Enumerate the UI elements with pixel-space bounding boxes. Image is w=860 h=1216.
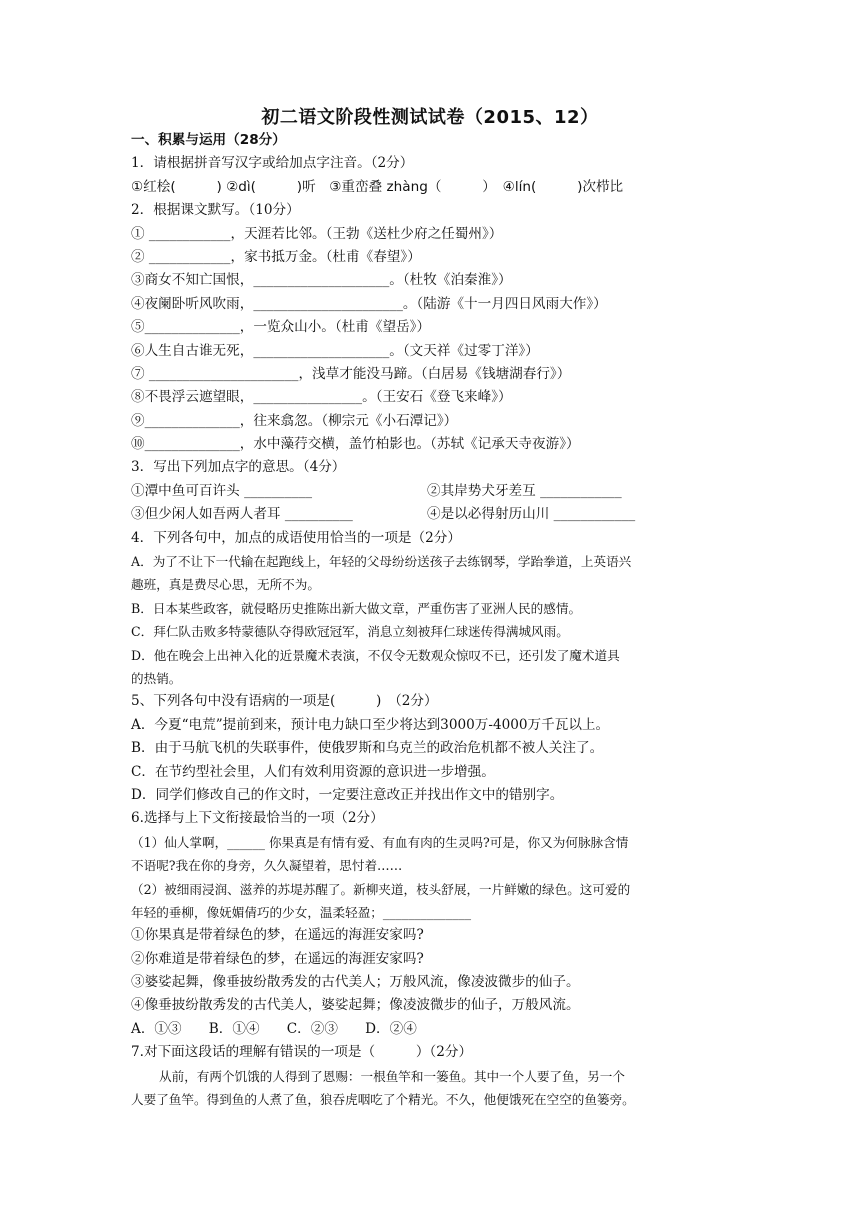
recite-line: ⑧不畏浮云遮望眼，________________。（王安石《登飞来峰》） [131, 389, 512, 406]
question-6-option: ②你难道是带着绿色的梦，在遥远的海涯安家吗? [131, 950, 424, 967]
question-4-option: D．他在晚会上出神入化的近景魔术表演，不仅令无数观众惊叹不已，还引发了魔术道具 [131, 647, 620, 663]
recite-line: ① ____________，天涯若比邻。（王勃《送杜少府之任蜀州》） [131, 225, 503, 242]
question-7-passage: 人要了鱼竿。得到鱼的人煮了鱼，狼吞虎咽吃了个精光。不久，他便饿死在空空的鱼篓旁。 [131, 1092, 635, 1108]
recite-line: ⑥人生自古谁无死，____________________。（文天祥《过零丁洋》） [131, 342, 539, 359]
exam-content [131, 129, 729, 1111]
recite-line: ③商女不知亡国恨，____________________。（杜牧《泊秦淮》） [131, 272, 512, 289]
recite-line: ④夜阑卧听风吹雨，______________________。（陆游《十一月四日风雨大作》） [131, 295, 607, 312]
recite-line: ② ____________，家书抵万金。（杜甫《春望》） [131, 248, 421, 265]
section-heading: 一、积累与运用（28分） [131, 132, 286, 148]
question-3-item: ③但少闲人如吾两人者耳 __________ [131, 506, 353, 523]
question-3-row [131, 503, 729, 526]
recite-line: ⑤______________，一览众山小。（杜甫《望岳》） [131, 319, 431, 336]
question-5-stem: 5、下列各句中没有语病的一项是( ) （2分） [131, 693, 438, 710]
question-3-stem: 3．写出下列加点字的意思。（4分） [131, 459, 346, 476]
question-6-line: 不语呢?我在你的身旁，久久凝望着，思忖着…… [131, 858, 403, 874]
question-3-row [131, 480, 729, 503]
question-4-option: 的热销。 [131, 670, 182, 686]
question-6-line: （1）仙人掌啊，______ 你果真是有情有爱、有血有肉的生灵吗?可是，你又为何脉脉含情 [131, 834, 629, 850]
question-6-option: ④像垂披纷散秀发的古代美人，婆娑起舞；像凌波微步的仙子，万般风流。 [131, 997, 580, 1014]
question-6-line: 年轻的垂柳，像妩媚倩巧的少女，温柔轻盈；______________ [131, 904, 472, 920]
question-5-option: C．在节约型社会里，人们有效利用资源的意识进一步增强。 [131, 763, 495, 780]
question-1-items: ①红桧( ) ②dì( )听 ③重峦叠 zhàng（ ） ④lín( )次栉比 [131, 178, 624, 195]
question-6-choices: A．①③ B．①④ C．②③ D．②④ [131, 1020, 417, 1037]
question-7-passage: 从前，有两个饥饿的人得到了恩赐：一根鱼竿和一篓鱼。其中一个人要了鱼，另一个 [159, 1068, 625, 1084]
question-3-item: ④是以必得射历山川 ____________ [427, 506, 636, 523]
question-6-line: （2）被细雨浸润、滋养的苏堤苏醒了。新柳夹道，枝头舒展，一片鲜嫩的绿色。这可爱的 [131, 881, 631, 897]
question-4-option: B．日本某些政客，就侵略历史推陈出新大做文章，严重伤害了亚洲人民的感情。 [131, 600, 582, 616]
question-2-stem: 2．根据课文默写。（10分） [131, 202, 300, 219]
question-4-stem: 4．下列各句中，加点的成语使用恰当的一项是（2分） [131, 529, 461, 546]
question-4-option: 趣班，真是费尽心思，无所不为。 [131, 577, 320, 593]
question-4-option: A．为了不让下一代输在起跑线上，年轻的父母纷纷送孩子去练钢琴，学跆拳道，上英语兴 [131, 554, 632, 570]
question-3-item: ②其岸势犬牙差互 ____________ [427, 482, 622, 499]
page-title: 初二语文阶段性测试试卷（2015、12） [261, 107, 599, 128]
question-4-option: C．拜仁队击败多特蒙德队夺得欧冠冠军，消息立刻被拜仁球迷传得满城风雨。 [131, 624, 569, 640]
question-1-stem: 1．请根据拼音写汉字或给加点字注音。（2分） [131, 155, 414, 172]
recite-line: ⑨______________，往来翕忽。（柳宗元《小石潭记》） [131, 412, 458, 429]
question-6-option: ①你果真是带着绿色的梦，在遥远的海涯安家吗? [131, 927, 424, 944]
question-6-stem: 6.选择与上下文衔接最恰当的一项（2分） [131, 810, 384, 827]
question-5-option: B．由于马航飞机的失联事件，使俄罗斯和乌克兰的政治危机都不被人关注了。 [131, 740, 604, 757]
question-5-option: D．同学们修改自己的作文时，一定要注意改正并找出作文中的错别字。 [131, 786, 564, 803]
recite-line: ⑦ ______________________，浅草才能没马蹄。（白居易《钱塘湖春行》） [131, 365, 571, 382]
question-3-item: ①潭中鱼可百许头 __________ [131, 482, 313, 499]
recite-line: ⑩______________，水中藻荇交横，盖竹柏影也。（苏轼《记承天寺夜游》） [131, 436, 580, 453]
question-6-option: ③婆娑起舞，像垂披纷散秀发的古代美人；万般风流，像凌波微步的仙子。 [131, 974, 580, 991]
question-7-stem: 7.对下面这段话的理解有错误的一项是（ ）（2分） [131, 1044, 473, 1061]
question-5-option: A．今夏“电荒”提前到来，预计电力缺口至少将达到3000万-4000万千瓦以上。 [131, 716, 610, 733]
